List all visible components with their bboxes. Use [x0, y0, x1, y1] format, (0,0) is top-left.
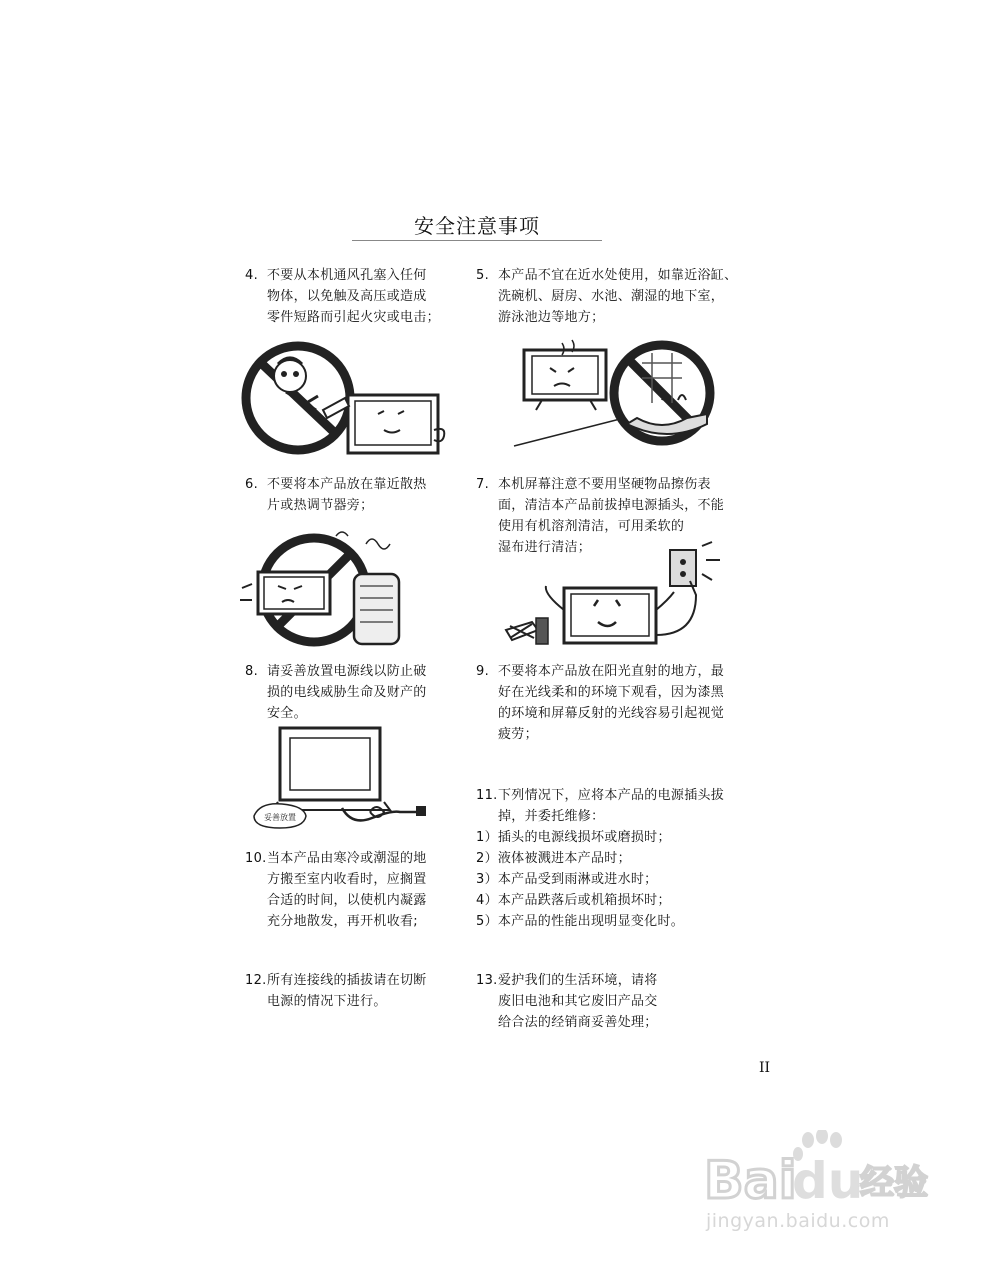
item-line: 方搬至室内收看时，应搁置 — [267, 872, 427, 887]
cord-tag-label: 妥善放置 — [264, 813, 296, 822]
item-line: 的环境和屏幕反射的光线容易引起视觉 — [498, 706, 725, 721]
item-number: 12. — [245, 973, 267, 988]
item-line: 洗碗机、厨房、水池、潮湿的地下室， — [498, 289, 725, 304]
item-number: 4. — [245, 268, 259, 283]
safety-item-4 — [245, 265, 440, 328]
item-subpoint: 2）液体被溅进本产品时； — [476, 851, 631, 866]
screen-cleaning-illustration — [502, 540, 732, 652]
baidu-watermark-logo — [700, 1130, 940, 1210]
safety-item-8 — [245, 661, 427, 724]
item-line: 使用有机溶剂清洁，可用柔软的 — [498, 519, 685, 534]
svg-text:du: du — [792, 1152, 864, 1210]
item-number: 10. — [245, 851, 267, 866]
item-line: 电源的情况下进行。 — [267, 994, 387, 1009]
svg-text:经验: 经验 — [860, 1163, 928, 1203]
safety-item-11 — [476, 785, 724, 932]
item-line: 游泳池边等地方； — [498, 310, 605, 325]
item-number: 9. — [476, 664, 490, 679]
item-line: 当本产品由寒冷或潮湿的地 — [267, 851, 427, 866]
title-divider — [352, 240, 602, 241]
no-object-insert-illustration — [238, 340, 453, 460]
item-line: 湿布进行清洁； — [498, 540, 592, 555]
item-subpoint: 5）本产品的性能出现明显变化时。 — [476, 914, 685, 929]
item-line: 掉，并委托维修： — [498, 809, 605, 824]
safety-item-13 — [476, 970, 658, 1033]
no-heat-source-illustration — [236, 524, 411, 656]
item-line: 给合法的经销商妥善处理； — [498, 1015, 658, 1030]
item-number: 13. — [476, 973, 498, 988]
safety-item-6 — [245, 474, 427, 516]
item-line: 安全。 — [267, 706, 307, 721]
item-line: 本机屏幕注意不要用坚硬物品擦伤表 — [498, 477, 711, 492]
safety-item-12 — [245, 970, 427, 1012]
safety-item-9 — [476, 661, 724, 745]
item-subpoint: 4）本产品跌落后或机箱损坏时； — [476, 893, 671, 908]
item-line: 爱护我们的生活环境，请将 — [498, 973, 658, 988]
item-line: 请妥善放置电源线以防止破 — [267, 664, 427, 679]
no-water-illustration — [512, 338, 727, 453]
item-line: 本产品不宜在近水处使用，如靠近浴缸、 — [498, 268, 738, 283]
item-line: 疲劳； — [498, 727, 538, 742]
item-line: 好在光线柔和的环境下观看，因为漆黑 — [498, 685, 725, 700]
page-title: 安全注意事项 — [414, 214, 540, 238]
safety-item-5 — [476, 265, 737, 328]
item-line: 片或热调节器旁； — [267, 498, 374, 513]
page-number: II — [759, 1060, 771, 1076]
item-number: 11. — [476, 788, 498, 803]
item-line: 充分地散发，再开机收看; — [267, 914, 418, 929]
item-line: 下列情况下，应将本产品的电源插头拔 — [498, 788, 725, 803]
item-line: 面，清洁本产品前拔掉电源插头，不能 — [498, 498, 725, 513]
item-line: 零件短路而引起火灾或电击； — [267, 310, 440, 325]
item-number: 6. — [245, 477, 259, 492]
item-line: 物体，以免触及高压或造成 — [267, 289, 427, 304]
item-line: 废旧电池和其它废旧产品交 — [498, 994, 658, 1009]
svg-text:Bai: Bai — [704, 1151, 797, 1210]
item-line: 不要从本机通风孔塞入任何 — [267, 268, 427, 283]
item-number: 5. — [476, 268, 490, 283]
watermark-url: jingyan.baidu.com — [706, 1210, 890, 1232]
safety-item-10 — [245, 848, 427, 932]
item-number: 7. — [476, 477, 490, 492]
power-cord-illustration — [252, 724, 432, 830]
item-line: 损的电线威胁生命及财产的 — [267, 685, 427, 700]
item-line: 所有连接线的插拔请在切断 — [267, 973, 427, 988]
item-number: 8. — [245, 664, 259, 679]
item-line: 合适的时间，以使机内凝露 — [267, 893, 427, 908]
item-subpoint: 3）本产品受到雨淋或进水时； — [476, 872, 658, 887]
item-line: 不要将本产品放在阳光直射的地方，最 — [498, 664, 725, 679]
item-subpoint: 1）插头的电源线损坏或磨损时； — [476, 830, 671, 845]
item-line: 不要将本产品放在靠近散热 — [267, 477, 427, 492]
